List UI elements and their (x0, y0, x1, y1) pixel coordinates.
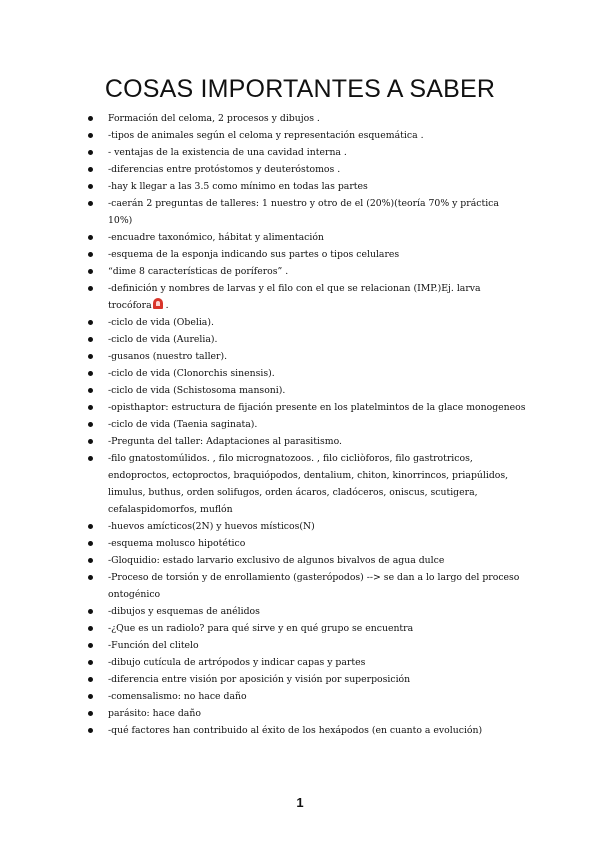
list-item (86, 552, 526, 569)
bullet-icon (88, 728, 93, 733)
list-item (86, 654, 526, 671)
list-item-text: “dime 8 características de poríferos” . (108, 266, 289, 277)
bullet-icon (88, 150, 93, 155)
list-item-text: Formación del celoma, 2 procesos y dibujos . (108, 113, 320, 124)
list-item (86, 382, 526, 399)
list-item (86, 280, 526, 314)
list-item-text: -esquema molusco hipotético (108, 538, 246, 549)
list-item-text: -opisthaptor: estructura de fijación presente en los platelmintos de la glace monogeneos (108, 402, 526, 413)
bullet-icon (88, 371, 93, 376)
bullet-icon (88, 388, 93, 393)
bullet-icon (88, 320, 93, 325)
bullet-icon (88, 337, 93, 342)
list-item-text: -diferencia entre visión por aposición y visión por superposición (108, 674, 411, 685)
bullet-icon (88, 694, 93, 699)
list-item (86, 348, 526, 365)
list-item-text: -dibujo cutícula de artrópodos y indicar capas y partes (108, 657, 366, 668)
list-item (86, 518, 526, 535)
list-item (86, 110, 526, 127)
list-item-text: -Proceso de torsión y de enrollamiento (gasterópodos) --> se dan a lo largo del proceso ontogénico (108, 572, 520, 600)
list-item-text: -tipos de animales según el celoma y representación esquemática . (108, 130, 424, 141)
list-item (86, 178, 526, 195)
list-item-text: -caerán 2 preguntas de talleres: 1 nuestro y otro de el (20%)(teoría 70% y práctica 10%) (108, 198, 499, 226)
bullet-icon (88, 235, 93, 240)
list-item-text: -filo gnatostomúlidos. , filo micrognatozoos. , filo cicliòforos, filo gastrotricos, endoproctos, ectoproctos, braquiópodos, dentalium, chiton, kinorrincos, priapúlidos, limulus, buthus, orden solifugos, orden ácaros, cladóceros, oniscus, scutigera, cefalaspidomorfos, muflón (108, 453, 509, 515)
bullet-icon (88, 456, 93, 461)
list-item-text: -Función del clitelo (108, 640, 199, 651)
bullet-icon (88, 660, 93, 665)
list-item (86, 637, 526, 654)
list-item (86, 127, 526, 144)
list-item-text: -ciclo de vida (Taenia saginata). (108, 419, 258, 430)
bullet-icon (88, 167, 93, 172)
list-item-text: -definición y nombres de larvas y el filo con el que se relacionan (IMP.)Ej. larva trocófora (108, 283, 481, 311)
list-item (86, 144, 526, 161)
list-item-text: -ciclo de vida (Obelia). (108, 317, 214, 328)
list-item-text: -huevos amícticos(2N) y huevos místicos(N) (108, 521, 315, 532)
list-item (86, 450, 526, 518)
bullet-icon (88, 711, 93, 716)
list-item-text: -ciclo de vida (Clonorchis sinensis). (108, 368, 275, 379)
list-item-text: -esquema de la esponja indicando sus partes o tipos celulares (108, 249, 400, 260)
bullet-icon (88, 575, 93, 580)
list-item (86, 603, 526, 620)
bullet-icon (88, 354, 93, 359)
bullet-icon (88, 558, 93, 563)
list-item-text: -Gloquidio: estado larvario exclusivo de algunos bivalvos de agua dulce (108, 555, 445, 566)
bullet-icon (88, 252, 93, 257)
list-item (86, 671, 526, 688)
list-item (86, 688, 526, 705)
list-item (86, 399, 526, 416)
list-item (86, 569, 526, 603)
list-item (86, 416, 526, 433)
list-item (86, 195, 526, 229)
list-item-text: -Pregunta del taller: Adaptaciones al parasitismo. (108, 436, 342, 447)
bullet-icon (88, 643, 93, 648)
bullet-icon (88, 286, 93, 291)
list-item (86, 365, 526, 382)
list-item (86, 229, 526, 246)
bullet-icon (88, 609, 93, 614)
list-item-text: - ventajas de la existencia de una cavidad interna . (108, 147, 347, 158)
bullet-icon (88, 524, 93, 529)
list-item (86, 331, 526, 348)
list-item-text: -diferencias entre protóstomos y deuteróstomos . (108, 164, 341, 175)
list-item (86, 161, 526, 178)
trailing-period: . (162, 300, 169, 311)
list-item (86, 705, 526, 722)
bullet-icon (88, 626, 93, 631)
list-item-text: -hay k llegar a las 3.5 como mínimo en todas las partes (108, 181, 368, 192)
list-item (86, 314, 526, 331)
list-item (86, 620, 526, 637)
list-item-text: -¿Que es un radiolo? para qué sirve y en qué grupo se encuentra (108, 623, 414, 634)
list-item-text: -gusanos (nuestro taller). (108, 351, 228, 362)
bullet-icon (88, 405, 93, 410)
bullet-icon (88, 541, 93, 546)
bullet-icon (88, 201, 93, 206)
list-item-text: -ciclo de vida (Schistosoma mansoni). (108, 385, 286, 396)
list-item-text: -dibujos y esquemas de anélidos (108, 606, 260, 617)
list-item (86, 535, 526, 552)
list-item-text: parásito: hace daño (108, 708, 201, 719)
list-item-text: -encuadre taxonómico, hábitat y alimentación (108, 232, 324, 243)
bullet-icon (88, 439, 93, 444)
bullet-icon (88, 184, 93, 189)
list-item-text: -qué factores han contribuido al éxito de los hexápodos (en cuanto a evolución) (108, 725, 483, 736)
page-title: COSAS IMPORTANTES A SABER (104, 75, 496, 103)
list-item (86, 722, 526, 739)
list-item (86, 433, 526, 450)
list-item (86, 246, 526, 263)
list-item-text: -comensalismo: no hace daño (108, 691, 247, 702)
bullet-icon (88, 116, 93, 121)
page-number: 1 (296, 795, 304, 810)
bullet-icon (88, 133, 93, 138)
bullet-icon (88, 677, 93, 682)
bullet-icon (88, 269, 93, 274)
bullet-list (86, 110, 526, 739)
list-item (86, 263, 526, 280)
alarm-light-icon (153, 298, 163, 309)
list-item-text: -ciclo de vida (Aurelia). (108, 334, 218, 345)
bullet-icon (88, 422, 93, 427)
